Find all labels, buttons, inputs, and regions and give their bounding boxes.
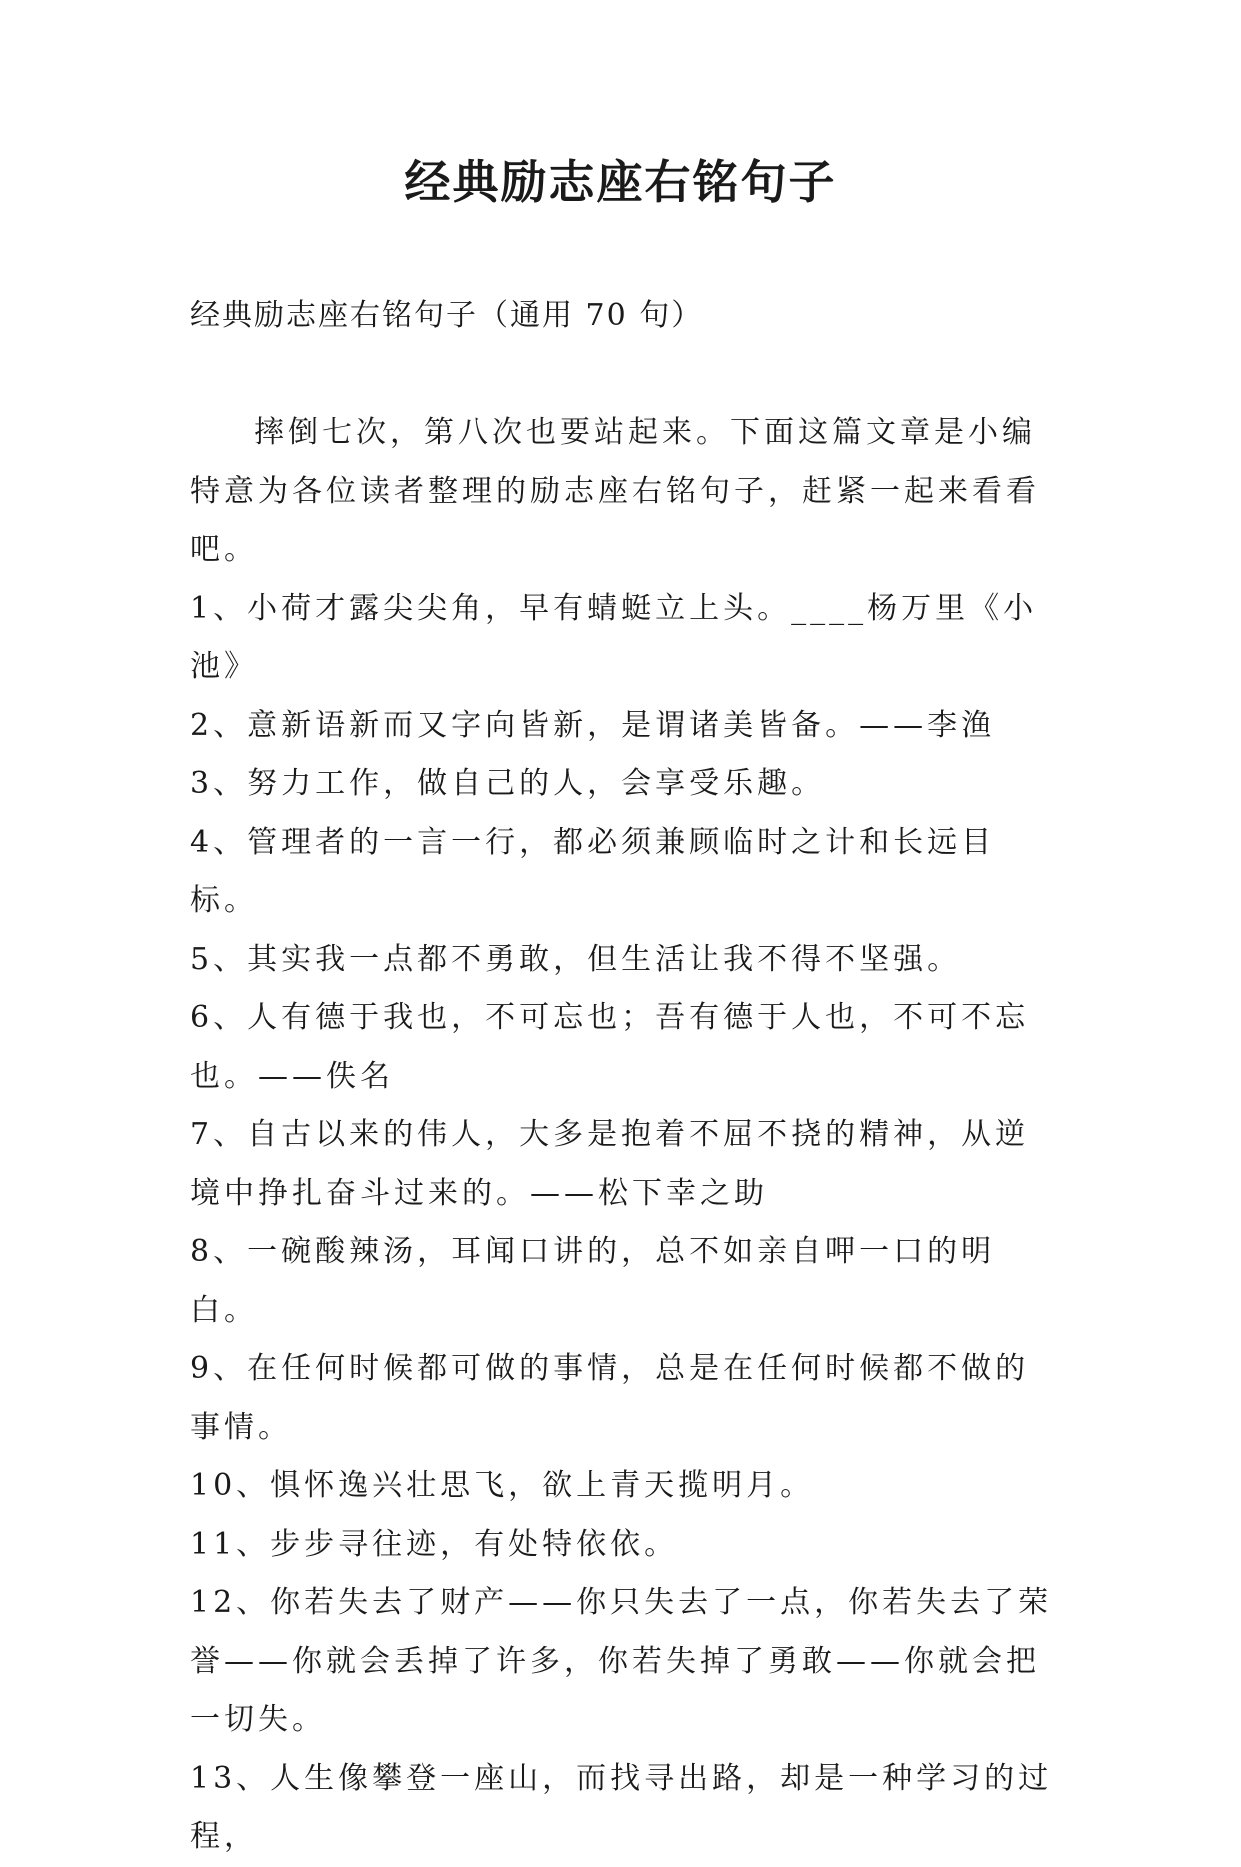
quote-item: 2、意新语新而又字向皆新，是谓诸美皆备。——李渔 [190, 707, 996, 743]
quote-item: 11、步步寻往迹，有处特依依。 [190, 1526, 679, 1562]
quote-item: 12、你若失去了财产——你只失去了一点，你若失去了荣誉——你就会丢掉了许多，你若失掉了勇敢——你就会把一切失。 [190, 1585, 1053, 1737]
quote-item: 13、人生像攀登一座山，而找寻出路，却是一种学习的过程， [190, 1760, 1053, 1854]
quote-item: 6、人有德于我也，不可忘也；吾有德于人也，不可不忘也。——佚名 [190, 1000, 1030, 1094]
quote-item: 1、小荷才露尖尖角，早有蜻蜓立上头。____杨万里《小池》 [190, 590, 1038, 684]
quote-item: 8、一碗酸辣汤，耳闻口讲的，总不如亲自呷一口的明白。 [190, 1234, 996, 1328]
quote-item: 5、其实我一点都不勇敢，但生活让我不得不坚强。 [190, 941, 962, 977]
document-body [190, 404, 1056, 1867]
quote-item: 4、管理者的一言一行，都必须兼顾临时之计和长远目标。 [190, 824, 996, 918]
quote-item: 10、惧怀逸兴壮思飞，欲上青天揽明月。 [190, 1468, 815, 1503]
intro-paragraph: 摔倒七次，第八次也要站起来。下面这篇文章是小编特意为各位读者整理的励志座右铭句子，赶紧一起来看看吧。 [190, 415, 1040, 567]
quote-item: 9、在任何时候都可做的事情，总是在任何时候都不做的事情。 [190, 1351, 1030, 1445]
document-title: 经典励志座右铭句子 [404, 155, 837, 209]
quote-item: 7、自古以来的伟人，大多是抱着不屈不挠的精神，从逆境中挣扎奋斗过来的。——松下幸之助 [190, 1117, 1030, 1211]
document-subtitle: 经典励志座右铭句子（通用 70 句） [190, 298, 704, 333]
quote-item: 3、努力工作，做自己的人，会享受乐趣。 [190, 766, 826, 801]
